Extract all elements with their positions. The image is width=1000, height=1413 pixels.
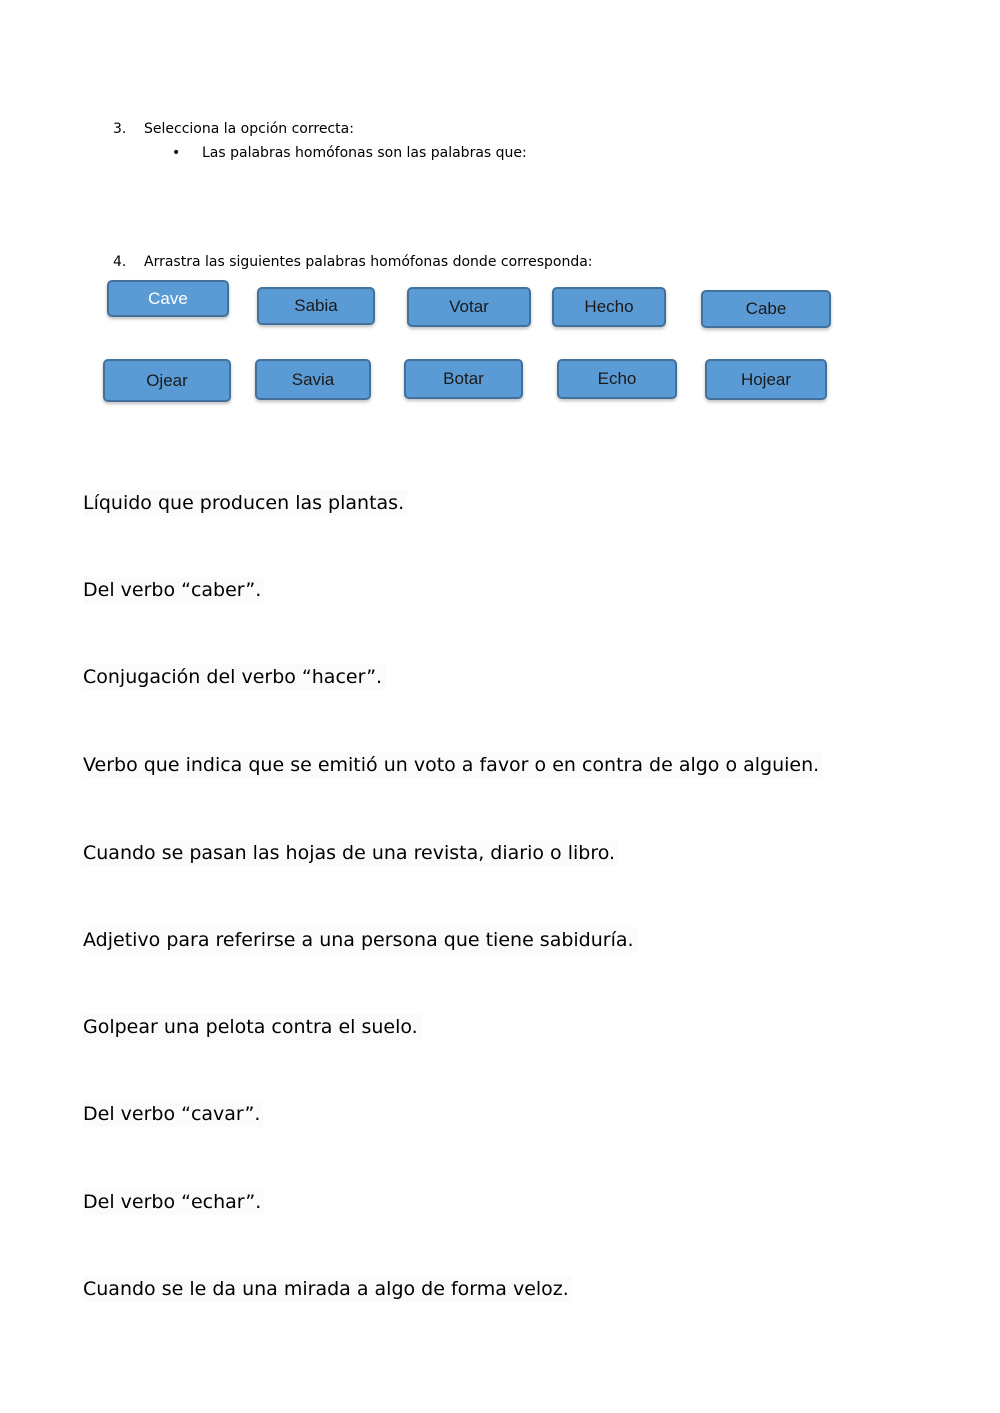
word-chip-sabia[interactable]: Sabia — [257, 287, 375, 325]
word-chip-cabe[interactable]: Cabe — [701, 290, 831, 328]
clue-8[interactable]: Del verbo “cavar”. — [83, 1101, 263, 1127]
word-chip-savia[interactable]: Savia — [255, 359, 371, 400]
clue-6[interactable]: Adjetivo para referirse a una persona que tiene sabiduría. — [83, 927, 637, 953]
question-3-bullet-text: Las palabras homófonas son las palabras que: — [202, 145, 527, 161]
clue-1[interactable]: Líquido que producen las plantas. — [83, 490, 407, 516]
word-chip-cave[interactable]: Cave — [107, 280, 229, 317]
question-3-text: Selecciona la opción correcta: — [144, 121, 354, 137]
clue-9[interactable]: Del verbo “echar”. — [83, 1189, 264, 1215]
clue-4[interactable]: Verbo que indica que se emitió un voto a favor o en contra de algo o alguien. — [83, 752, 822, 778]
clue-10[interactable]: Cuando se le da una mirada a algo de forma veloz. — [83, 1276, 572, 1302]
word-chip-hecho[interactable]: Hecho — [552, 287, 666, 327]
question-4-number: 4. — [113, 254, 127, 270]
clue-3[interactable]: Conjugación del verbo “hacer”. — [83, 664, 385, 690]
word-chip-ojear[interactable]: Ojear — [103, 359, 231, 402]
clue-5[interactable]: Cuando se pasan las hojas de una revista, diario o libro. — [83, 840, 618, 866]
word-chip-votar[interactable]: Votar — [407, 287, 531, 327]
clue-7[interactable]: Golpear una pelota contra el suelo. — [83, 1014, 421, 1040]
word-chip-hojear[interactable]: Hojear — [705, 359, 827, 400]
bullet-icon: • — [172, 145, 181, 161]
word-chip-echo[interactable]: Echo — [557, 359, 677, 399]
question-4-text: Arrastra las siguientes palabras homófonas donde corresponda: — [144, 254, 593, 270]
question-3-number: 3. — [113, 121, 127, 137]
word-chip-botar[interactable]: Botar — [404, 359, 523, 399]
clue-2[interactable]: Del verbo “caber”. — [83, 577, 264, 603]
